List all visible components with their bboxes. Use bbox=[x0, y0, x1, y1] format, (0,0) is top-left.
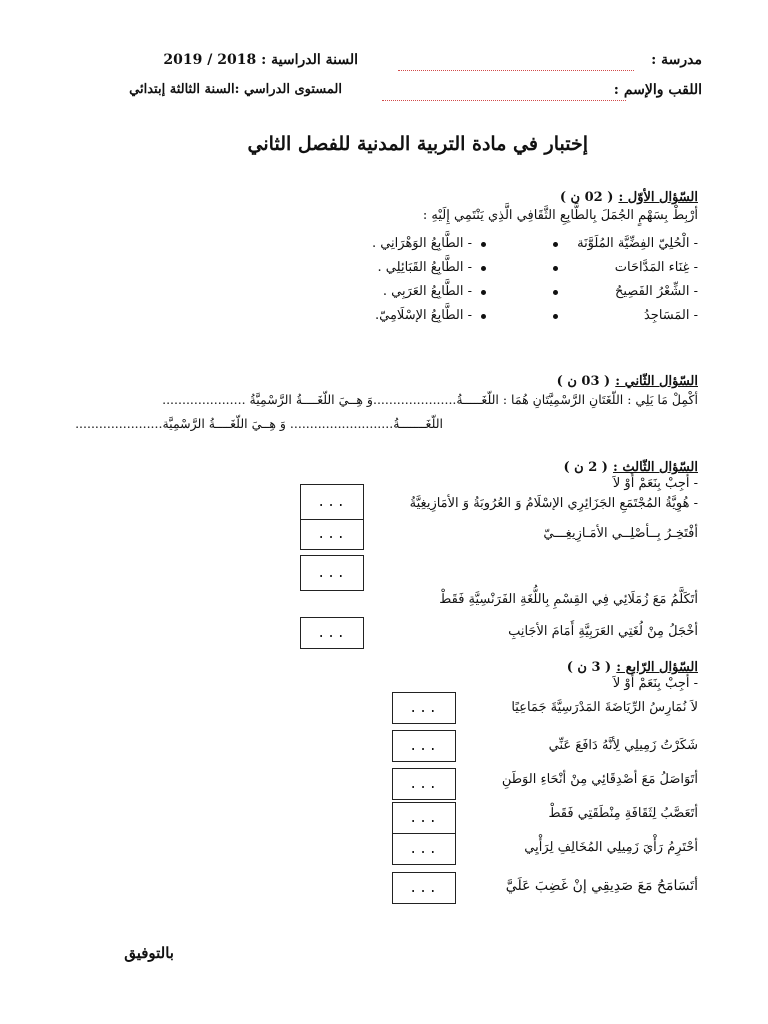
q4-points: ( 3 ن ) bbox=[566, 660, 612, 675]
answer-box[interactable]: ... bbox=[392, 802, 456, 834]
answer-box[interactable]: ... bbox=[392, 730, 456, 762]
q4-instruction: - أجِبْ بِنَعَمْ أَوْ لاَ bbox=[612, 676, 698, 691]
q1-right-item: - الطَّابِعُ القَبَائِلِي . bbox=[377, 260, 472, 275]
q4-header bbox=[567, 656, 698, 675]
q2-heading: السّؤال الثّاني : bbox=[615, 374, 698, 389]
q4-item: أحْتَرِمُ رَأْيَ زَمِيلِي المُخَالِفِ لِرَأْيِي bbox=[524, 840, 698, 855]
school-year: السنة الدراسية : 2018 / 2019 bbox=[163, 52, 358, 68]
q3-heading: السّؤال الثّالث : bbox=[613, 460, 698, 475]
q1-bullet-left[interactable] bbox=[553, 242, 558, 247]
q4-heading: السّؤال الرّابع : bbox=[616, 660, 698, 675]
q1-right-item: - الطَّابِعُ الوَهْرَانِي . bbox=[371, 236, 472, 251]
q1-bullet-left[interactable] bbox=[553, 314, 558, 319]
q1-bullet-right[interactable] bbox=[481, 266, 486, 271]
q2-header bbox=[557, 370, 698, 389]
name-label: اللقب والإسم : bbox=[613, 82, 702, 98]
q1-points: ( 02 ن ) bbox=[559, 190, 614, 205]
q1-heading: السّؤال الأوّل : bbox=[618, 190, 698, 205]
q4-item: أتَوَاصَلُ مَعَ أصْدِقَائِي مِنْ أنْحَاءِ الوَطَنِ bbox=[501, 772, 698, 787]
q4-item: شَكَرْتُ زَمِيلِي لِأنَّهُ دَافَعَ عَنِّي bbox=[548, 738, 698, 753]
q1-left-item: - المَسَاجِدُ bbox=[643, 308, 698, 323]
answer-box[interactable]: ... bbox=[392, 692, 456, 724]
page-title: إختبار في مادة التربية المدنية للفصل الثاني bbox=[247, 133, 588, 155]
q3-item: أفْتَخِـرُ بِــأصْلِــي الأمَـازِيغِـــيّ bbox=[543, 526, 698, 541]
name-field[interactable] bbox=[382, 100, 626, 101]
answer-box[interactable]: ... bbox=[392, 872, 456, 904]
q3-points: ( 2 ن ) bbox=[563, 460, 608, 475]
footer-note: بالتوفيق bbox=[124, 944, 174, 962]
answer-box[interactable]: ... bbox=[300, 484, 364, 520]
q1-header bbox=[560, 186, 698, 205]
answer-box[interactable]: ... bbox=[300, 617, 364, 649]
q1-left-item: - الْحُلِيّ الفِضِّيَّة المُلَوَّنَة bbox=[577, 236, 698, 251]
q3-header bbox=[563, 456, 698, 475]
q1-bullet-right[interactable] bbox=[481, 242, 486, 247]
q3-item: - هُوِيَّةُ المُجْتَمَعِ الجَزَائِرِي الإسْلَامُ وَ العُرُوبَةُ وَ الأمَازِيغِيَّةُ bbox=[409, 496, 698, 511]
school-label: مدرسة : bbox=[651, 52, 702, 68]
q2-points: ( 03 ن ) bbox=[556, 374, 611, 389]
q3-item: أتَكَلَّمُ مَعَ زُمَلَائِي فِي القِسْمِ بِاللُّغَةِ الفَرَنْسِيَّةِ فَقَطْ bbox=[439, 592, 698, 607]
answer-box[interactable]: ... bbox=[392, 833, 456, 865]
q2-line-1: أكْمِلْ مَا يَلِي : اللّغَتَانِ الرَّسْمِيَّتَانِ هُمَا : اللّغَـــــةُ.....................وَ هِــيَ اللّغَــــةُ الرَّسْمِيَّةُ ..................... bbox=[162, 392, 698, 407]
q2-line-2: اللّغَـــــــةُ.......................... وَ هِــيَ اللّغَــــةُ الرَّسْمِيَّة...................... bbox=[75, 416, 443, 431]
q1-bullet-right[interactable] bbox=[481, 314, 486, 319]
school-field[interactable] bbox=[398, 70, 634, 71]
q1-bullet-left[interactable] bbox=[553, 290, 558, 295]
q1-right-item: - الطَّابِعُ الإسْلَامِيّ. bbox=[375, 308, 472, 323]
q1-left-item: - الشِّعْرُ الفَصِيحُ bbox=[614, 284, 698, 299]
q3-item: أخْجَلُ مِنْ لُغَتِي العَرَبِيَّةِ أَمَامَ الأجَانِبِ bbox=[508, 624, 698, 639]
answer-box[interactable]: ... bbox=[392, 768, 456, 800]
q3-instruction: - أجِبْ بِنَعَمْ أَوْ لاَ bbox=[612, 476, 698, 491]
q1-bullet-right[interactable] bbox=[481, 290, 486, 295]
answer-box[interactable]: ... bbox=[300, 519, 364, 550]
q1-left-item: - غِنَاء المَدَّاحَات bbox=[614, 260, 698, 275]
q1-right-item: - الطَّابِعُ العَرَبِي . bbox=[382, 284, 472, 299]
answer-box[interactable]: ... bbox=[300, 555, 364, 591]
q4-item: أتَسَامَحُ مَعَ صَدِيقِي إنْ غَضِبَ عَلَيَّ bbox=[505, 878, 698, 894]
q1-instruction: أرْبِطْ بِسَهْمٍ الجُمَلَ بِالطَّابِعِ الثَّقَافِي الَّذِي يَنْتَمِي إِلَيْهِ : bbox=[422, 208, 698, 223]
q4-item: لاَ نُمَارِسُ الرِّيَاضَةَ المَدْرَسِيَّةَ جَمَاعِيًا bbox=[511, 700, 698, 715]
grade-level: المستوى الدراسي :السنة الثالثة إبتدائي bbox=[129, 82, 342, 97]
q4-item: أتَعَصَّبُ لِثَقَافَةِ مِنْطَقَتِي فَقَطْ bbox=[548, 806, 698, 821]
q1-bullet-left[interactable] bbox=[553, 266, 558, 271]
